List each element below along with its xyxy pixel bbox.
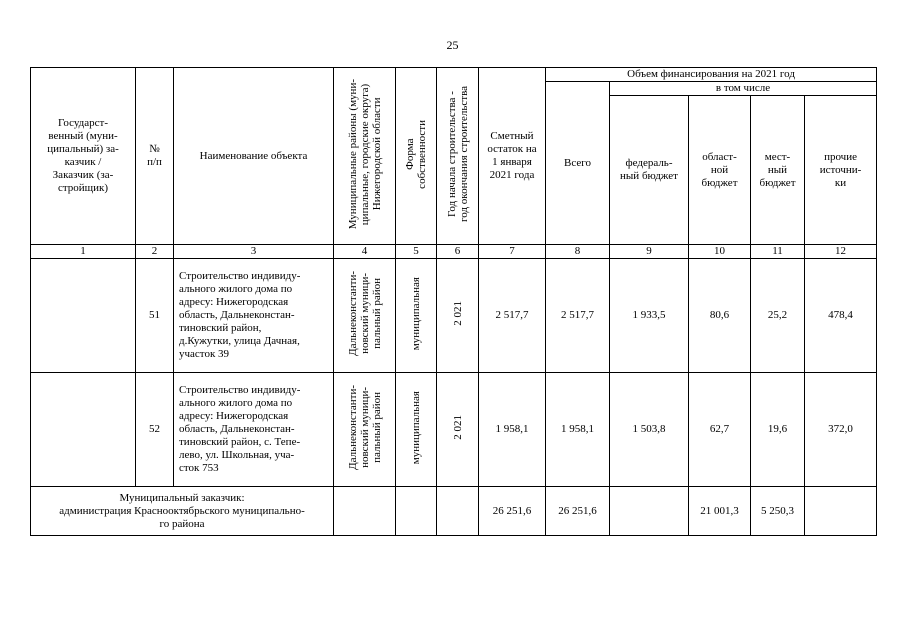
column-number: 2 (136, 245, 174, 259)
header-ownership-cell (396, 68, 437, 245)
summary-label: Муниципальный заказчик: администрация Краснооктябрьского муниципально- го района (31, 487, 334, 536)
header-num: № п/п (136, 68, 174, 245)
row-total: 1 958,1 (546, 373, 610, 487)
row-ownership: муниципальная (410, 390, 422, 465)
row-district-cell (334, 373, 396, 487)
summary-empty (437, 487, 479, 536)
summary-total: 26 251,6 (546, 487, 610, 536)
row-regional: 62,7 (689, 373, 751, 487)
page-number: 25 (446, 38, 459, 52)
row-object-name: Строительство индивиду- ального жилого дома по адресу: Нижегородская область, Дальнеконстан- тиновский район, д.Кужутки, улица Дачная, участок 39 (174, 259, 334, 373)
row-num: 52 (136, 373, 174, 487)
row-years-cell (437, 373, 479, 487)
column-number: 4 (334, 245, 396, 259)
row-years: 2 021 (451, 415, 464, 440)
header-other: прочие источни- ки (805, 96, 877, 245)
column-number: 5 (396, 245, 437, 259)
header-regional: област- ной бюджет (689, 96, 751, 245)
row-local: 19,6 (751, 373, 805, 487)
summary-local: 5 250,3 (751, 487, 805, 536)
row-district-cell (334, 259, 396, 373)
table-row (31, 373, 877, 487)
header-total: Всего (546, 82, 610, 245)
summary-row (31, 487, 877, 536)
row-regional: 80,6 (689, 259, 751, 373)
column-number: 1 (31, 245, 136, 259)
header-federal: федераль- ный бюджет (610, 96, 689, 245)
summary-other (805, 487, 877, 536)
header-object-name: Наименование объекта (174, 68, 334, 245)
row-object-name: Строительство индивиду- ального жилого дома по адресу: Нижегородская область, Дальнеконстан- тиновский район, с. Тепе- лево, ул. Школьная, уча- сток 753 (174, 373, 334, 487)
row-federal: 1 933,5 (610, 259, 689, 373)
column-number: 12 (805, 245, 877, 259)
row-ownership-cell (396, 373, 437, 487)
header-estimate: Сметный остаток на 1 января 2021 года (479, 68, 546, 245)
row-estimate: 1 958,1 (479, 373, 546, 487)
header-ownership: Форма собственности (404, 119, 428, 189)
summary-empty (334, 487, 396, 536)
row-ownership: муниципальная (410, 276, 422, 351)
row-local: 25,2 (751, 259, 805, 373)
row-district: Дальнеконстанти- новский муници- пальный район (346, 385, 383, 470)
header-local: мест- ный бюджет (751, 96, 805, 245)
financing-table (30, 67, 877, 536)
row-num: 51 (136, 259, 174, 373)
column-number: 7 (479, 245, 546, 259)
column-number: 9 (610, 245, 689, 259)
column-number: 6 (437, 245, 479, 259)
row-customer (31, 259, 136, 373)
column-number: 8 (546, 245, 610, 259)
row-ownership-cell (396, 259, 437, 373)
summary-federal (610, 487, 689, 536)
summary-regional: 21 001,3 (689, 487, 751, 536)
column-number: 3 (174, 245, 334, 259)
summary-estimate: 26 251,6 (479, 487, 546, 536)
row-district: Дальнеконстанти- новский муници- пальный район (346, 271, 383, 356)
header-financing: Объем финансирования на 2021 год (546, 68, 877, 82)
row-federal: 1 503,8 (610, 373, 689, 487)
header-including: в том числе (610, 82, 877, 96)
header-districts-cell (334, 68, 396, 245)
row-years: 2 021 (451, 301, 464, 326)
header-districts: Муниципальные районы (муни- ципальные, городские округа) Нижегородской области (346, 78, 383, 230)
row-estimate: 2 517,7 (479, 259, 546, 373)
row-total: 2 517,7 (546, 259, 610, 373)
table-row (31, 259, 877, 373)
summary-empty (396, 487, 437, 536)
row-customer (31, 373, 136, 487)
header-years-cell (437, 68, 479, 245)
column-number: 11 (751, 245, 805, 259)
row-other: 478,4 (805, 259, 877, 373)
header-years: Год начала строительства - год окончания строительства (445, 86, 470, 222)
column-number: 10 (689, 245, 751, 259)
row-other: 372,0 (805, 373, 877, 487)
row-years-cell (437, 259, 479, 373)
header-customer: Государст- венный (муни- ципальный) за- казчик / Заказчик (за- стройщик) (31, 68, 136, 245)
